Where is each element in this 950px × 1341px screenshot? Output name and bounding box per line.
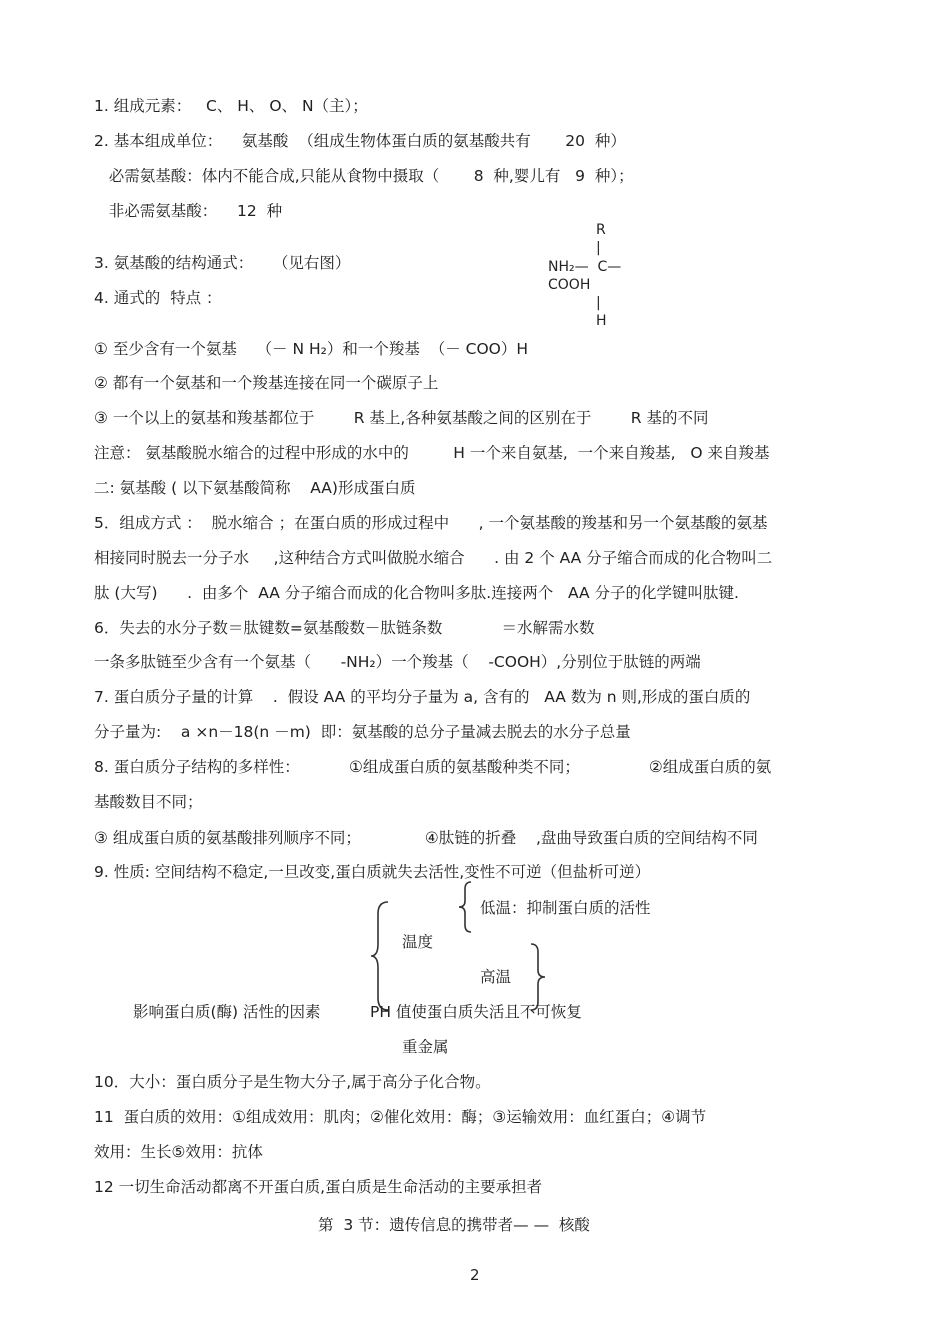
- structure-bond-top: |: [596, 240, 601, 256]
- line-6: 4. 通式的 特点 ：: [94, 289, 222, 307]
- line-17: 7. 蛋白质分子量的计算 . 假设 AA 的平均分子量为 a, 含有的 AA 数为 n 则,形成的蛋白质的: [94, 688, 751, 706]
- line-15: 6．失去的水分子数＝肽键数=氨基酸数－肽链条数 ＝水解需水数: [94, 619, 595, 637]
- temperature-label: 温度: [402, 933, 434, 951]
- heavy-metal-label: 重金属: [402, 1038, 449, 1056]
- ph-label: PH 值使蛋白质失活且不可恢复: [370, 1003, 582, 1021]
- low-temp-label: 低温：抑制蛋白质的活性: [480, 899, 651, 917]
- structure-r: R: [596, 222, 606, 238]
- line-8: ② 都有一个氨基和一个羧基连接在同一个碳原子上: [94, 374, 439, 392]
- line-19: 8. 蛋白质分子结构的多样性： ①组成蛋白质的氨基酸种类不同； ②组成蛋白质的氨: [94, 758, 772, 776]
- line-20: 基酸数目不同；: [94, 793, 203, 811]
- line-31: 12 一切生命活动都离不开蛋白质,蛋白质是生命活动的主要承担者: [94, 1178, 543, 1196]
- line-10: 注意： 氨基酸脱水缩合的过程中形成的水中的 H 一个来自氨基, 一个来自羧基, O 来自羧基: [94, 444, 770, 462]
- line-18: 分子量为: a ×n－18(n －m) 即：氨基酸的总分子量减去脱去的水分子总量: [94, 723, 631, 741]
- big-left-brace: [368, 900, 392, 1012]
- line-29: 11 蛋白质的效用：①组成效用：肌肉；②催化效用：酶；③运输效用：血红蛋白；④调节: [94, 1108, 707, 1126]
- line-9: ③ 一个以上的氨基和羧基都位于 R 基上,各种氨基酸之间的区别在于 R 基的不同: [94, 409, 709, 427]
- structure-cooh: COOH: [548, 277, 591, 293]
- structure-nh2-c: NH₂— C—: [548, 259, 622, 275]
- line-14: 肽 (大写) . 由多个 AA 分子缩合而成的化合物叫多肽.连接两个 AA 分子的化学键叫肽键.: [94, 584, 739, 602]
- page-number: 2: [470, 1266, 480, 1284]
- structure-bond-bottom: |: [596, 295, 601, 311]
- line-1: 1. 组成元素： C、 H、 O、 N（主）；: [94, 97, 368, 115]
- high-temp-label: 高温: [480, 968, 512, 986]
- line-2: 2. 基本组成单位： 氨基酸 （组成生物体蛋白质的氨基酸共有 20 种）: [94, 132, 626, 150]
- line-11: 二: 氨基酸 ( 以下氨基酸简称 AA)形成蛋白质: [94, 479, 416, 497]
- line-5: 3. 氨基酸的结构通式： （见右图）: [94, 254, 351, 272]
- section-title: 第 3 节：遗传信息的携带者— — 核酸: [318, 1216, 590, 1234]
- line-22: 9. 性质: 空间结构不稳定,一旦改变,蛋白质就失去活性,变性不可逆（但盐析可逆）: [94, 863, 651, 881]
- line-21: ③ 组成蛋白质的氨基酸排列顺序不同； ④肽链的折叠 ,盘曲导致蛋白质的空间结构不同: [94, 829, 758, 847]
- line-30: 效用：生长⑤效用：抗体: [94, 1143, 263, 1161]
- small-left-brace: [456, 880, 474, 934]
- line-3: 必需氨基酸：体内不能合成,只能从食物中摄取（ 8 种,婴儿有 9 种）；: [94, 167, 634, 185]
- line-16: 一条多肽链至少含有一个氨基（ -NH₂）一个羧基（ -COOH）,分别位于肽链的两端: [94, 653, 701, 671]
- line-28: 10．大小：蛋白质分子是生物大分子,属于高分子化合物。: [94, 1073, 491, 1091]
- line-13: 相接同时脱去一分子水 ,这种结合方式叫做脱水缩合 . 由 2 个 AA 分子缩合而成的化合物叫二: [94, 549, 773, 567]
- structure-h: H: [596, 313, 607, 329]
- factors-label: 影响蛋白质(酶) 活性的因素: [133, 1003, 321, 1021]
- line-7: ① 至少含有一个氨基 （－ N H₂）和一个羧基 （－ COO）H: [94, 340, 529, 358]
- line-12: 5．组成方式 ： 脱水缩合 ；在蛋白质的形成过程中 , 一个氨基酸的羧基和另一个氨基酸的氨基: [94, 514, 768, 532]
- line-4: 非必需氨基酸： 12 种: [94, 202, 283, 220]
